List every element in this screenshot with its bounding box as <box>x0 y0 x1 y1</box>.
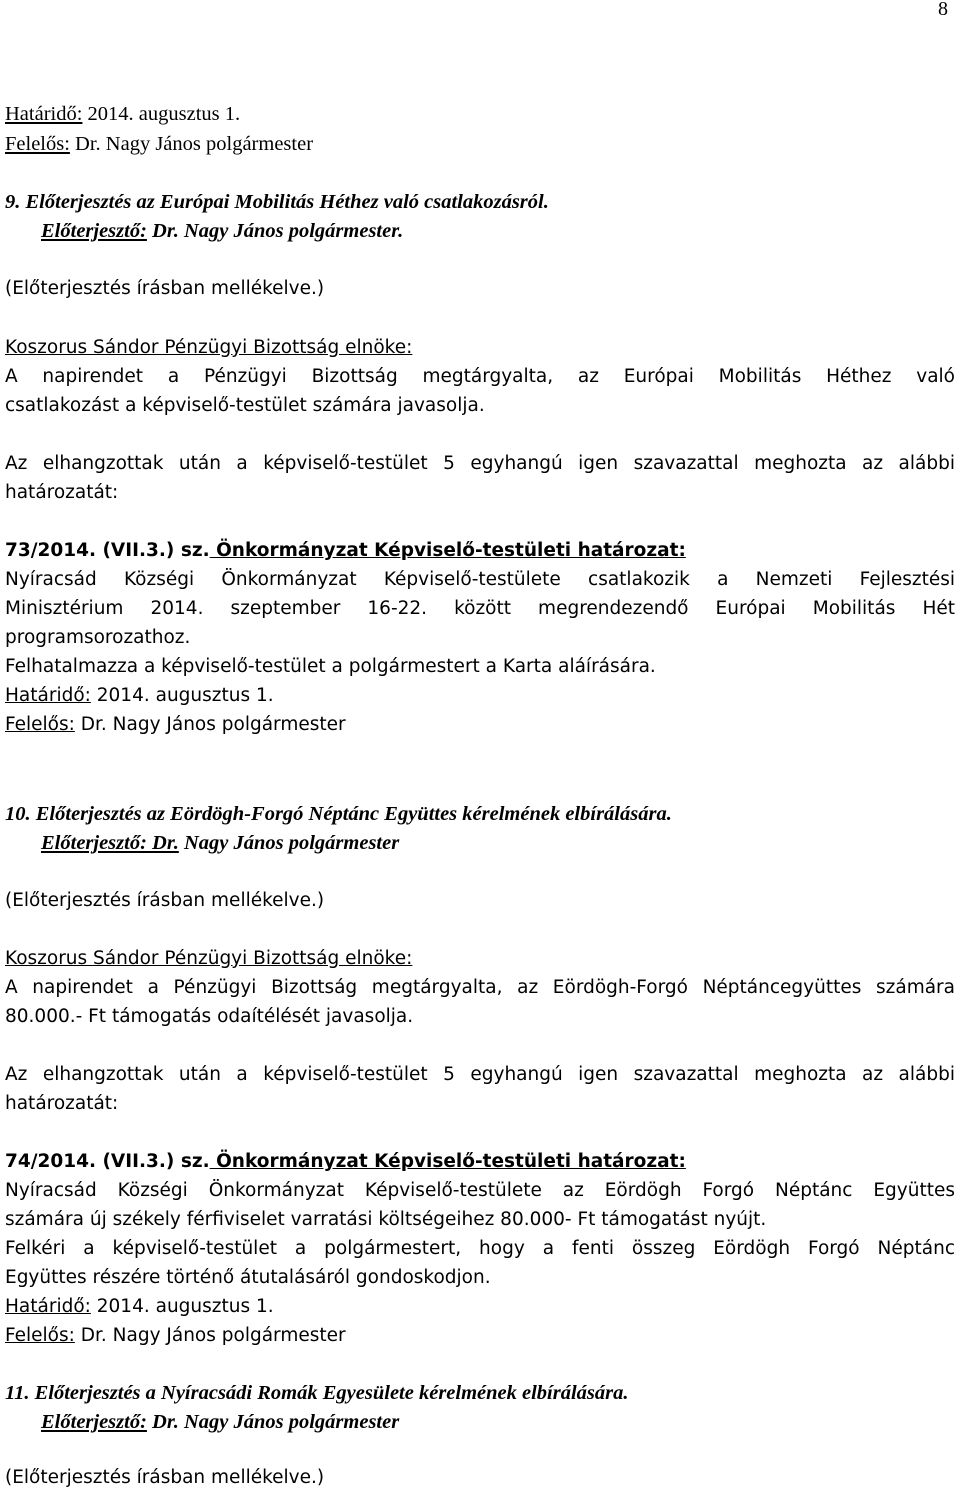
page-number: 8 <box>938 0 948 20</box>
item10-deadline <box>5 1293 274 1321</box>
item9-vote-line2: határozatát: <box>5 482 119 503</box>
resolution-heading: Önkormányzat Képviselő-testületi határozat: <box>209 1151 686 1172</box>
deadline-label: Határidő: <box>5 103 83 125</box>
item11-title: 11. Előterjesztés a Nyíracsádi Romák Egyesülete kérelmének elbírálására. <box>5 1382 629 1404</box>
item11-attachment: (Előterjesztés írásban mellékelve.) <box>5 1467 325 1488</box>
item9-chair: Koszorus Sándor Pénzügyi Bizottság elnöke: <box>5 337 413 358</box>
item9-attachment: (Előterjesztés írásban mellékelve.) <box>5 278 325 299</box>
deadline-label: Határidő: <box>5 1296 91 1317</box>
item10-body-line2: számára új székely férfiviselet varratási költségeihez 80.000- Ft támogatást nyújt. <box>5 1209 767 1230</box>
responsible-value: Dr. Nagy János polgármester <box>74 714 346 735</box>
item9-body-line1: Nyíracsád Községi Önkormányzat Képviselő-testülete csatlakozik a Nemzeti Fejlesztési <box>5 569 955 590</box>
item10-recommendation-line1: A napirendet a Pénzügyi Bizottság megtárgyalta, az Eördögh-Forgó Néptáncegyüttes számára <box>5 977 955 998</box>
item9-body-line3: programsorozathoz. <box>5 627 191 648</box>
item10-resolution-heading <box>5 1148 686 1176</box>
item10-vote-line2: határozatát: <box>5 1093 119 1114</box>
item9-deadline <box>5 682 274 710</box>
deadline-value: 2014. augusztus 1. <box>82 103 241 125</box>
presenter-label: Előterjesztő: <box>41 1411 147 1433</box>
item10-title: 10. Előterjesztés az Eördögh-Forgó Néptánc Együttes kérelmének elbírálására. <box>5 803 672 825</box>
item9-body-line4: Felhatalmazza a képviselő-testület a polgármestert a Karta aláírására. <box>5 656 656 677</box>
responsible-value: Dr. Nagy János polgármester <box>69 133 314 155</box>
responsible-line <box>5 130 313 158</box>
item10-body-line3: Felkéri a képviselő-testület a polgármestert, hogy a fenti összeg Eördögh Forgó Néptánc <box>5 1238 955 1259</box>
responsible-label: Felelős: <box>5 133 70 155</box>
item10-recommendation-line2: 80.000.- Ft támogatás odaítélését javasolja. <box>5 1006 414 1027</box>
resolution-number: 74/2014. (VII.3.) sz. <box>5 1151 210 1172</box>
responsible-label: Felelős: <box>5 714 75 735</box>
responsible-value: Dr. Nagy János polgármester <box>74 1325 346 1346</box>
item10-chair: Koszorus Sándor Pénzügyi Bizottság elnöke: <box>5 948 413 969</box>
item10-body-line1: Nyíracsád Községi Önkormányzat Képviselő-testülete az Eördögh Forgó Néptánc Együttes <box>5 1180 955 1201</box>
item9-presenter <box>41 217 403 245</box>
item10-vote-line1: Az elhangzottak után a képviselő-testület 5 egyhangú igen szavazattal meghozta az alábbi <box>5 1064 955 1085</box>
item10-body-line4: Együttes részére történő átutalásáról gondoskodjon. <box>5 1267 491 1288</box>
responsible-label: Felelős: <box>5 1325 75 1346</box>
item10-presenter <box>41 829 399 857</box>
item9-vote-line1: Az elhangzottak után a képviselő-testület 5 egyhangú igen szavazattal meghozta az alábbi <box>5 453 955 474</box>
presenter-value: Dr. Nagy János polgármester <box>146 1411 400 1433</box>
deadline-value: 2014. augusztus 1. <box>90 685 274 706</box>
body-line2a: Minisztérium 2014. szeptember 16-22. <box>5 598 428 619</box>
item9-responsible <box>5 711 346 739</box>
deadline-line <box>5 100 240 128</box>
item10-attachment: (Előterjesztés írásban mellékelve.) <box>5 890 325 911</box>
resolution-number: 73/2014. (VII.3.) sz. <box>5 540 210 561</box>
presenter-value: Dr. Nagy János polgármester. <box>146 220 404 242</box>
item9-recommendation-line2: csatlakozást a képviselő-testület számára javasolja. <box>5 395 485 416</box>
item9-body-line2 <box>5 595 955 623</box>
resolution-heading: Önkormányzat Képviselő-testületi határozat: <box>209 540 686 561</box>
deadline-label: Határidő: <box>5 685 91 706</box>
presenter-value: Nagy János polgármester <box>178 832 400 854</box>
deadline-value: 2014. augusztus 1. <box>90 1296 274 1317</box>
item9-resolution-heading <box>5 537 686 565</box>
item10-responsible <box>5 1322 346 1350</box>
item9-title: 9. Előterjesztés az Európai Mobilitás Héthez való csatlakozásról. <box>5 191 549 213</box>
presenter-label: Előterjesztő: <box>41 220 147 242</box>
item11-presenter <box>41 1408 399 1436</box>
presenter-label: Előterjesztő: Dr. <box>41 832 179 854</box>
item9-recommendation-line1: A napirendet a Pénzügyi Bizottság megtárgyalta, az Európai Mobilitás Héthez való <box>5 366 955 387</box>
body-line2b: között megrendezendő Európai Mobilitás Hét <box>427 598 956 619</box>
